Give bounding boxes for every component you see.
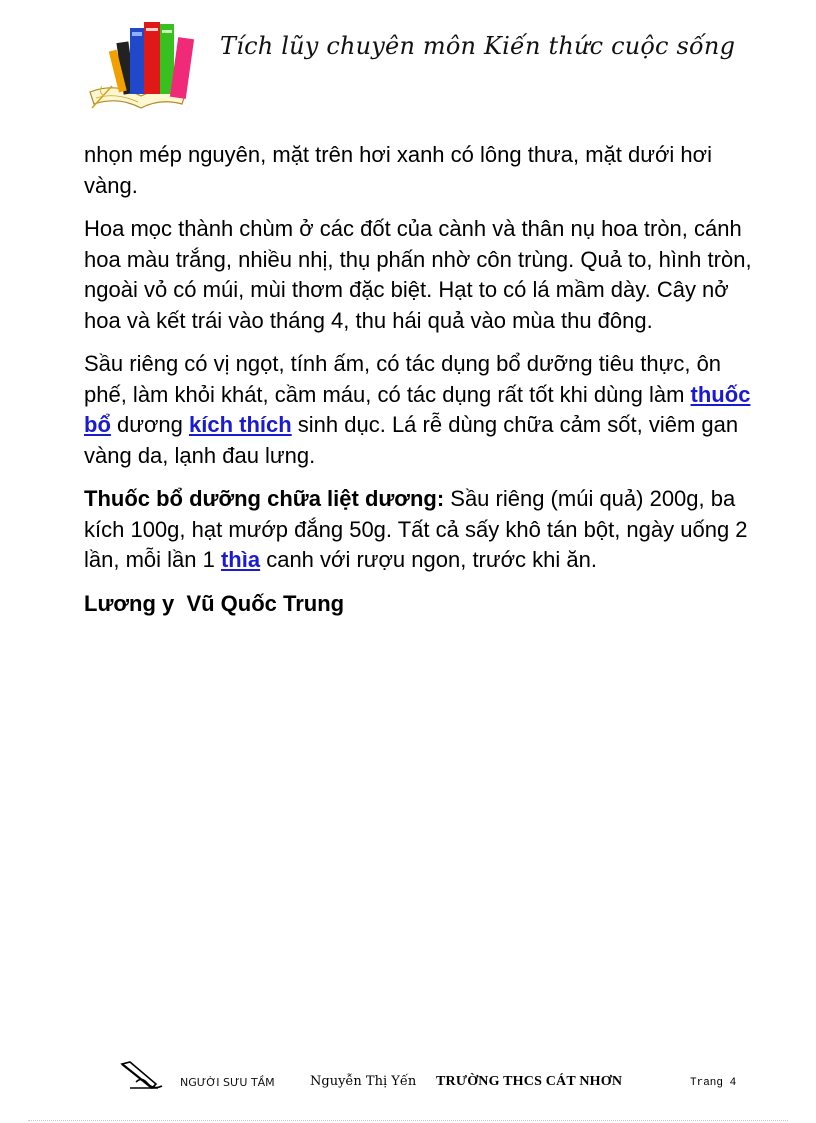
link-kich-thich[interactable]: kích thích	[188, 412, 292, 437]
footer-collector-label: NGƯỜI SƯU TẦM	[180, 1076, 275, 1089]
books-icon	[86, 12, 206, 112]
paragraph-leaf-description: nhọn mép nguyên, mặt trên hơi xanh có lông thưa, mặt dưới hơi vàng.	[84, 142, 712, 198]
link-thia[interactable]: thìa	[220, 547, 261, 572]
footer-author: Nguyễn Thị Yến	[310, 1074, 417, 1089]
footer-school: TRƯỜNG THCS CÁT NHƠN	[436, 1074, 623, 1089]
link-thuoc-bo[interactable]: thuốc bổ	[84, 381, 751, 437]
remedy-heading: Thuốc bổ dưỡng chữa liệt dương:	[84, 486, 445, 511]
paragraph-remedy	[84, 484, 754, 576]
page-header	[80, 12, 780, 112]
author-signature: Lương y Vũ Quốc Trung	[84, 590, 345, 616]
paragraph-text: Sầu riêng (múi quả) 200g, ba kích 100g, hạt mướp đắng 50g. Tất cả sấy khô tán bột, ngày uống 2 lần, mỗi lần 1	[84, 486, 748, 572]
paragraph-text: dương	[110, 412, 189, 437]
paragraph-text: canh với rượu ngon, trước khi ăn.	[260, 547, 597, 572]
page-footer	[0, 1058, 816, 1118]
page-number: Trang 4	[690, 1077, 737, 1089]
pen-icon	[118, 1058, 166, 1094]
paragraph-text: sinh dục. Lá rễ dùng chữa cảm sốt, viêm gan vàng da, lạnh đau lưng.	[84, 412, 739, 468]
paragraph-text: Sầu riêng có vị ngọt, tính ấm, có tác dụng bổ dưỡng tiêu thực, ôn phế, làm khỏi khát, cầm máu, có tác dụng rất tốt khi dùng làm	[84, 351, 722, 407]
footer-divider	[28, 1120, 788, 1121]
header-title: Tích lũy chuyên môn Kiến thức cuộc sống	[220, 32, 736, 60]
article-body	[84, 140, 754, 632]
paragraph-flower-fruit: Hoa mọc thành chùm ở các đốt của cành và thân nụ hoa tròn, cánh hoa màu trắng, nhiều nhị, thụ phấn nhờ côn trùng. Quả to, hình tròn, ngoài vỏ có múi, mùi thơm đặc biệt. Hạt to có lá mầm dày. Cây nở hoa và kết trái vào tháng 4, thu hái quả vào mùa thu đông.	[84, 216, 752, 333]
paragraph-properties	[84, 349, 754, 471]
